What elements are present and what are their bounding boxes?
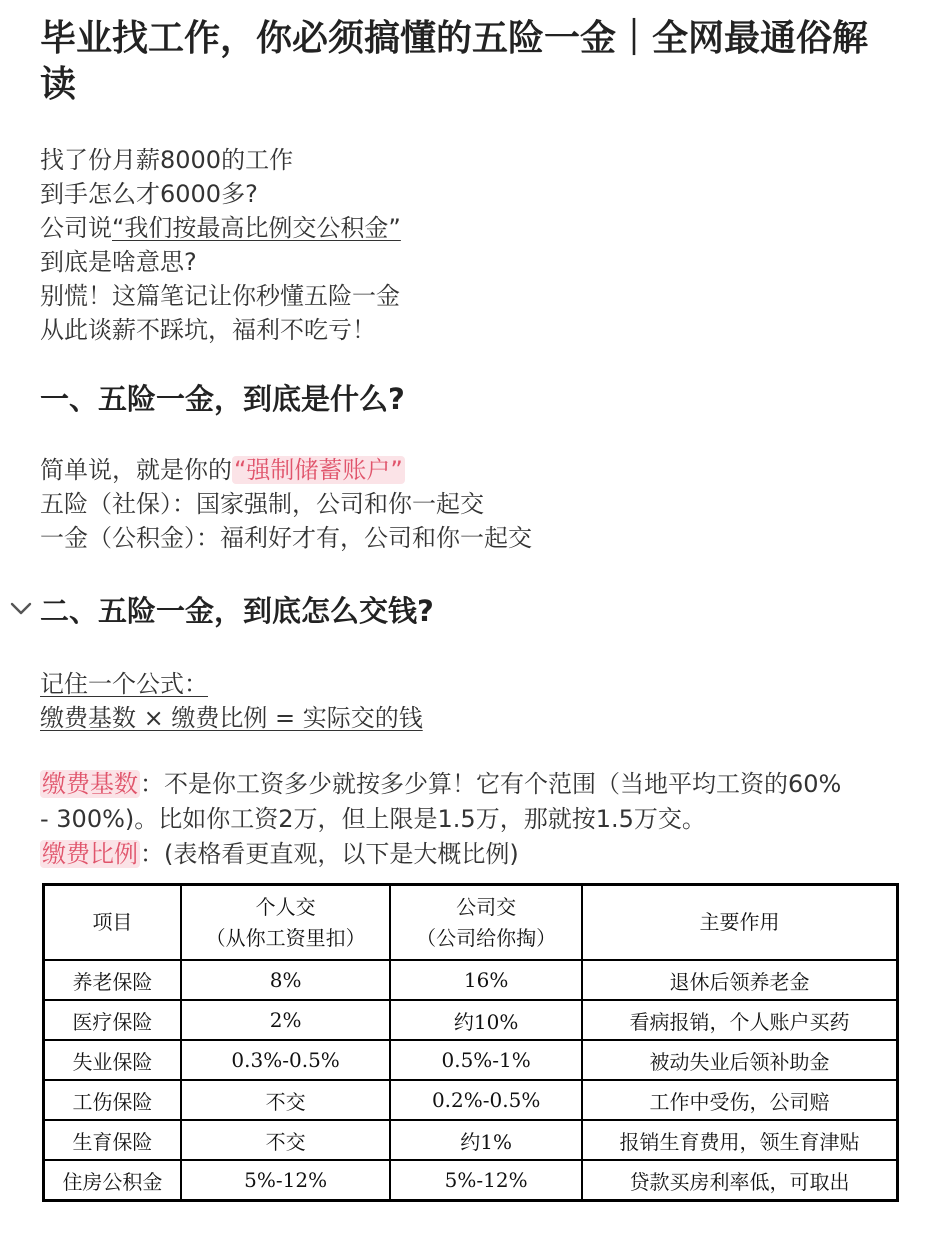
cell-company: 5%-12%: [390, 1160, 582, 1201]
cell-item: 生育保险: [44, 1120, 181, 1160]
formula-text: 缴费基数 × 缴费比例 = 实际交的钱: [40, 704, 423, 732]
formula-block: [40, 667, 423, 735]
header-company-title: 公司交: [456, 894, 517, 919]
cell-company: 16%: [390, 960, 582, 1000]
cell-personal: 2%: [181, 1000, 390, 1040]
cell-item: 医疗保险: [44, 1000, 181, 1040]
ratio-text: ：(表格看更直观，以下是大概比例): [140, 840, 519, 868]
definition-prefix: 简单说，就是你的: [40, 456, 232, 484]
section-what-body: [40, 453, 532, 555]
header-item: 项目: [44, 885, 181, 961]
cell-purpose: 报销生育费用，领生育津贴: [582, 1120, 898, 1160]
intro-paragraph: [40, 143, 401, 347]
table-header-row: [44, 885, 898, 961]
ratio-label: 缴费比例: [42, 840, 138, 868]
base-line: [40, 767, 900, 802]
base-label: 缴费基数: [42, 770, 138, 798]
insurance-table: [42, 883, 899, 1202]
cell-company: 0.5%-1%: [390, 1040, 582, 1080]
page-title: 毕业找工作，你必须搞懂的五险一金｜全网最通俗解读: [40, 18, 869, 105]
header-company: [390, 885, 582, 961]
cell-personal: 不交: [181, 1120, 390, 1160]
header-purpose: 主要作用: [582, 885, 898, 961]
cell-purpose: 退休后领养老金: [582, 960, 898, 1000]
cell-item: 失业保险: [44, 1040, 181, 1080]
social-insurance-line: 五险（社保）：国家强制，公司和你一起交: [40, 490, 484, 518]
cell-company: 0.2%-0.5%: [390, 1080, 582, 1120]
intro-line: 别慌！这篇笔记让你秒懂五险一金: [40, 282, 400, 310]
cell-company: 约1%: [390, 1120, 582, 1160]
header-personal-title: 个人交: [255, 894, 316, 919]
company-quote: “我们按最高比例交公积金”: [112, 214, 401, 242]
cell-purpose: 被动失业后领补助金: [582, 1040, 898, 1080]
intro-line: 找了份月薪8000的工作: [40, 146, 294, 174]
table-row: [44, 1080, 898, 1120]
cell-purpose: 看病报销，个人账户买药: [582, 1000, 898, 1040]
table-row: [44, 1040, 898, 1080]
section-heading-how[interactable]: 二、五险一金，到底怎么交钱?: [40, 594, 434, 628]
intro-line: 到底是啥意思?: [40, 248, 197, 276]
formula-label: 记住一个公式：: [40, 670, 208, 698]
housing-fund-line: 一金（公积金）：福利好才有，公司和你一起交: [40, 524, 532, 552]
cell-item: 工伤保险: [44, 1080, 181, 1120]
table-row: [44, 960, 898, 1000]
cell-personal: 0.3%-0.5%: [181, 1040, 390, 1080]
intro-line-prefix: 公司说: [40, 214, 112, 242]
base-line-2: - 300%)。比如你工资2万，但上限是1.5万，那就按1.5万交。: [40, 805, 706, 833]
cell-personal: 8%: [181, 960, 390, 1000]
intro-line: 从此谈薪不踩坑，福利不吃亏！: [40, 316, 376, 344]
ratio-line: [40, 837, 900, 872]
cell-personal: 不交: [181, 1080, 390, 1120]
cell-purpose: 工作中受伤，公司赔: [582, 1080, 898, 1120]
table-row: [44, 1120, 898, 1160]
section-heading-what: 一、五险一金，到底是什么?: [40, 382, 405, 416]
base-ratio-paragraph: [40, 767, 900, 872]
chevron-down-icon[interactable]: [8, 598, 34, 618]
intro-line: [40, 211, 401, 245]
table-row: [44, 1160, 898, 1201]
header-personal: [181, 885, 390, 961]
base-text: ：不是你工资多少就按多少算！它有个范围（当地平均工资的60%: [140, 770, 842, 798]
cell-item: 养老保险: [44, 960, 181, 1000]
table-row: [44, 1000, 898, 1040]
cell-personal: 5%-12%: [181, 1160, 390, 1201]
definition-line: [40, 453, 532, 487]
highlight-savings-account: “强制储蓄账户”: [234, 456, 403, 484]
intro-line: 到手怎么才6000多?: [40, 180, 258, 208]
header-personal-note: （从你工资里扣）: [205, 925, 366, 950]
cell-company: 约10%: [390, 1000, 582, 1040]
header-company-note: （公司给你掏）: [416, 925, 557, 950]
cell-item: 住房公积金: [44, 1160, 181, 1201]
cell-purpose: 贷款买房利率低，可取出: [582, 1160, 898, 1201]
